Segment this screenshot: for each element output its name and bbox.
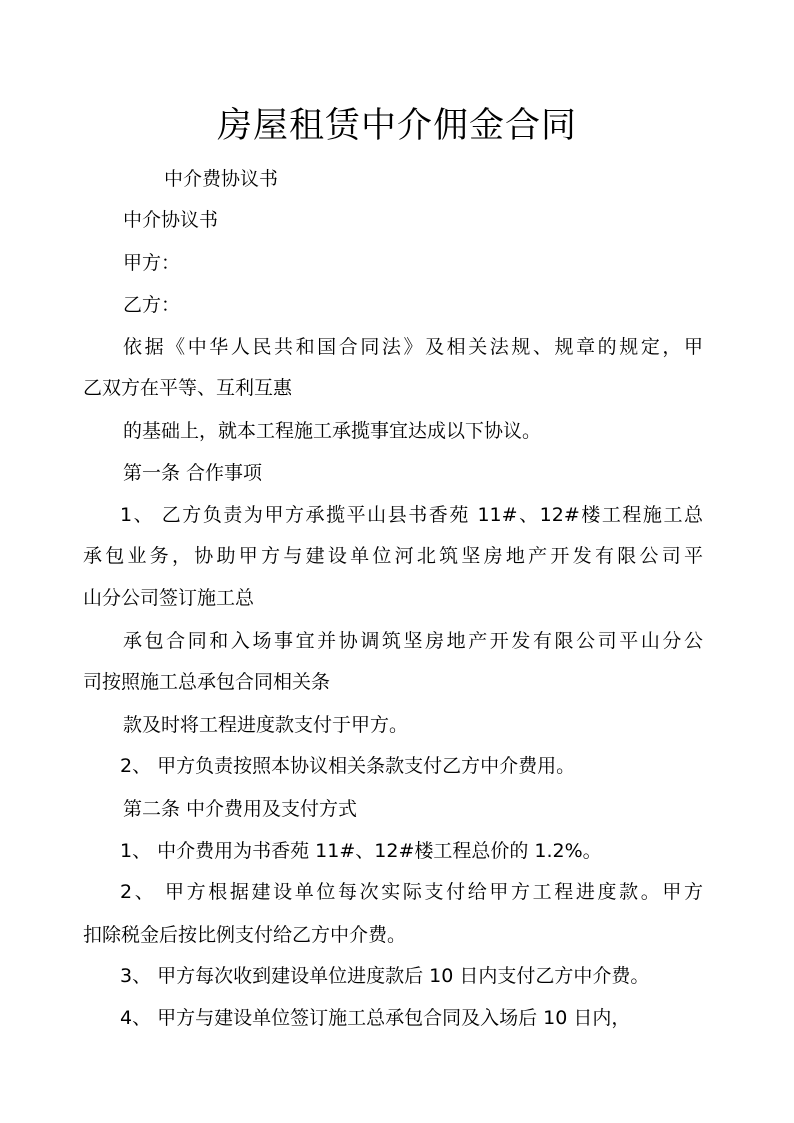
party-b-label: 乙方： [123,294,181,316]
preamble-line-2: 乙双方在平等、互利互惠 [83,377,293,399]
preamble-line-1: 依据《中华人民共和国合同法》及相关法规、规章的规定，甲 [123,336,703,358]
article-1-item-2: 2、 甲方负责按照本协议相关条款支付乙方中介费用。 [120,755,576,777]
article-2-item-3: 3、 甲方每次收到建设单位进度款后 10 日内支付乙方中介费。 [120,965,650,987]
article-2-item-2-line-2: 扣除税金后按比例支付给乙方中介费。 [83,924,407,946]
heading-agency-agreement: 中介协议书 [123,209,219,231]
document-title: 房屋租赁中介佣金合同 [216,106,577,146]
subtitle-fee-agreement: 中介费协议书 [164,168,279,190]
article-2-item-2-line-1: 2、 甲方根据建设单位每次实际支付给甲方工程进度款。甲方 [120,881,703,903]
article-1-item-1-line-1: 1、 乙方负责为甲方承揽平山县书香苑 11#、12#楼工程施工总 [120,504,703,526]
preamble-line-3: 的基础上，就本工程施工承揽事宜达成以下协议。 [123,420,542,442]
article-1-item-1-line-4: 承包合同和入场事宜并协调筑坚房地产开发有限公司平山分公 [123,630,703,652]
article-2-item-4: 4、 甲方与建设单位签订施工总承包合同及入场后 10 日内， [120,1007,631,1029]
article-1-item-1-line-6: 款及时将工程进度款支付于甲方。 [123,714,409,736]
article-1-item-1-line-3: 山分公司签订施工总 [83,587,255,609]
article-2-heading: 第二条 中介费用及支付方式 [123,798,358,820]
article-1-item-1-line-2: 承包业务，协助甲方与建设单位河北筑坚房地产开发有限公司平 [83,545,703,567]
article-1-item-1-line-5: 司按照施工总承包合同相关条 [83,671,331,693]
article-1-heading: 第一条 合作事项 [123,462,263,484]
article-2-item-1: 1、 中介费用为书香苑 11#、12#楼工程总价的 1.2%。 [120,840,602,862]
party-a-label: 甲方： [123,252,181,274]
